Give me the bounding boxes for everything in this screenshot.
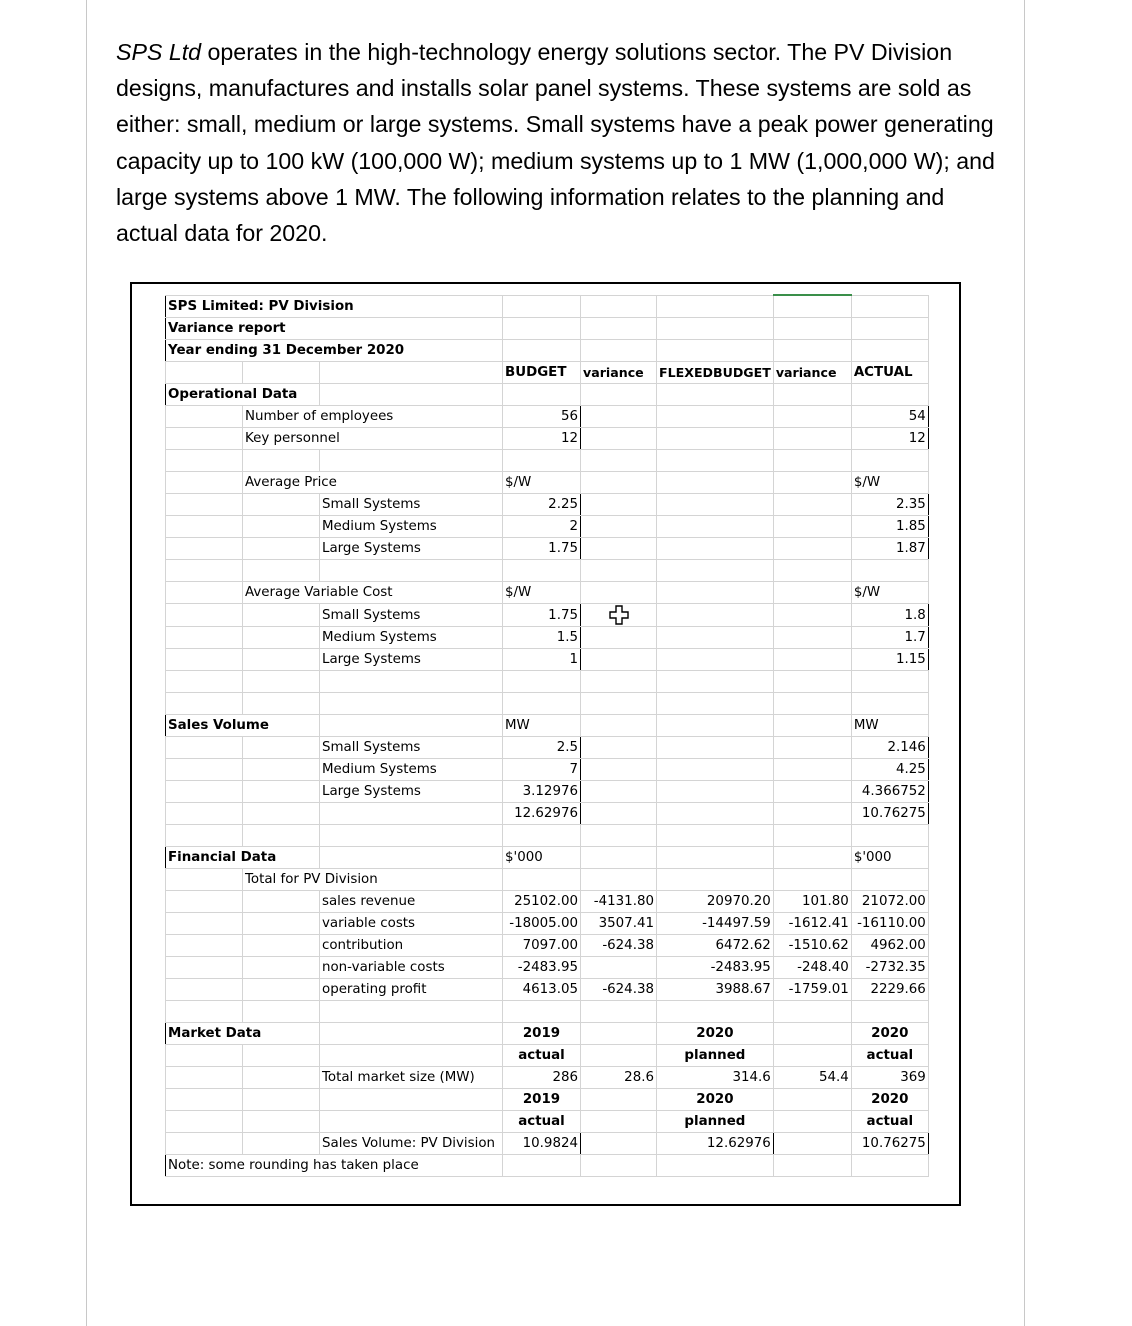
intro-text: operates in the high-technology energy solutions sector. The PV Division designs, manufactures and installs solar panel systems. These systems are sold as either: small, medium or large systems. Small systems have a peak power generating capacity up to 100 kW (100,000 W); medium systems up to 1 MW (1,000,000 W); and large systems above 1 MW. The following information relates to the planning and actual data for 2020. — [116, 39, 995, 247]
row-label: Average Variable Cost — [243, 582, 503, 604]
period-label: planned — [657, 1045, 774, 1067]
unit-label: $'000 — [851, 847, 928, 869]
period-label: actual — [851, 1045, 928, 1067]
cell-value: -2732.35 — [851, 957, 928, 979]
row-label: Medium Systems — [320, 759, 503, 781]
cell-value: 1.75 — [503, 604, 581, 627]
year-label: 2019 — [503, 1023, 581, 1045]
cell-value: -4131.80 — [581, 891, 657, 913]
table-row — [166, 1001, 929, 1023]
cell-value: 1.87 — [851, 538, 928, 560]
cell-value: 56 — [503, 406, 581, 428]
year-label: 2019 — [503, 1089, 581, 1111]
row-label: Medium Systems — [320, 627, 503, 649]
cell-value: 369 — [851, 1067, 928, 1089]
variance-report-table — [165, 294, 929, 1177]
period-label: actual — [851, 1111, 928, 1133]
row-label: Small Systems — [320, 494, 503, 516]
table-row — [166, 847, 929, 869]
cell-value: -624.38 — [581, 979, 657, 1001]
table-row — [166, 715, 929, 737]
cell-value: 4.25 — [851, 759, 928, 781]
cell-value: 1 — [503, 649, 581, 671]
cell-value: -1759.01 — [773, 979, 851, 1001]
cell-value: 12.62976 — [657, 1133, 774, 1155]
col-header-variance: variance — [581, 362, 657, 384]
cell-value: 12 — [503, 428, 581, 450]
table-row — [166, 406, 929, 428]
cell-value: 1.7 — [851, 627, 928, 649]
year-label: 2020 — [657, 1089, 774, 1111]
cell-value: 12 — [851, 428, 928, 450]
cell-value: 3507.41 — [581, 913, 657, 935]
table-row — [166, 781, 929, 803]
unit-label: MW — [503, 715, 581, 737]
cell-value: -1612.41 — [773, 913, 851, 935]
row-label: Key personnel — [243, 428, 503, 450]
table-row — [166, 627, 929, 649]
row-label: Small Systems — [320, 737, 503, 759]
row-label: Small Systems — [320, 604, 503, 627]
table-row — [166, 825, 929, 847]
cell-value: 7097.00 — [503, 935, 581, 957]
cell-value: -1510.62 — [773, 935, 851, 957]
table-row — [166, 693, 929, 715]
cell-value: 4.366752 — [851, 781, 928, 803]
row-label: Average Price — [243, 472, 503, 494]
cell-value: -14497.59 — [657, 913, 774, 935]
table-row — [166, 979, 929, 1001]
table-row — [166, 582, 929, 604]
section-heading: Market Data — [166, 1023, 320, 1045]
unit-label: $'000 — [503, 847, 581, 869]
table-row — [166, 737, 929, 759]
table-row — [166, 803, 929, 825]
table-row — [166, 604, 929, 627]
page-edge-left — [86, 0, 87, 1326]
table-row — [166, 671, 929, 693]
cell-value: 25102.00 — [503, 891, 581, 913]
table-row — [166, 891, 929, 913]
cell-value: 101.80 — [773, 891, 851, 913]
table-row — [166, 560, 929, 582]
table-row — [166, 318, 929, 340]
row-label: contribution — [320, 935, 503, 957]
cell-value: 1.8 — [851, 604, 928, 627]
cell-value: -2483.95 — [503, 957, 581, 979]
table-row — [166, 913, 929, 935]
period-label: actual — [503, 1111, 581, 1133]
report-title: SPS Limited: PV Division — [166, 295, 503, 318]
cell-value: 286 — [503, 1067, 581, 1089]
cell-value: 1.15 — [851, 649, 928, 671]
row-label: Medium Systems — [320, 516, 503, 538]
cell-value: 2 — [503, 516, 581, 538]
cell-value: 2.5 — [503, 737, 581, 759]
cell-value — [581, 957, 657, 979]
cell-value-total: 10.76275 — [851, 803, 928, 825]
table-row — [166, 450, 929, 472]
section-heading: Financial Data — [166, 847, 320, 869]
col-header-actual: ACTUAL — [851, 362, 928, 384]
cell-cursor — [581, 604, 657, 627]
cell-value: 2.25 — [503, 494, 581, 516]
unit-label: $/W — [851, 472, 928, 494]
row-label: Large Systems — [320, 781, 503, 803]
table-row — [166, 1089, 929, 1111]
cell-value: 4962.00 — [851, 935, 928, 957]
cell-value: 20970.20 — [657, 891, 774, 913]
row-label: sales revenue — [320, 891, 503, 913]
year-label: 2020 — [657, 1023, 774, 1045]
year-label: 2020 — [851, 1089, 928, 1111]
table-row — [166, 869, 929, 891]
column-header-row — [166, 362, 929, 384]
row-label: Number of employees — [243, 406, 503, 428]
table-row — [166, 1045, 929, 1067]
cell-value: 1.5 — [503, 627, 581, 649]
table-row — [166, 1133, 929, 1155]
table-row — [166, 494, 929, 516]
row-label: Large Systems — [320, 538, 503, 560]
cell-value: 54.4 — [773, 1067, 851, 1089]
cell-value: -624.38 — [581, 935, 657, 957]
table-row — [166, 759, 929, 781]
unit-label: MW — [851, 715, 928, 737]
cell-value: 28.6 — [581, 1067, 657, 1089]
row-label: non-variable costs — [320, 957, 503, 979]
col-header-variance: variance — [773, 362, 851, 384]
cell-value: -16110.00 — [851, 913, 928, 935]
cell-value: -248.40 — [773, 957, 851, 979]
cell-value: 2.35 — [851, 494, 928, 516]
cell-value: 314.6 — [657, 1067, 774, 1089]
cell-value: 7 — [503, 759, 581, 781]
cell-value: 4613.05 — [503, 979, 581, 1001]
row-label: Large Systems — [320, 649, 503, 671]
section-heading: Operational Data — [166, 384, 320, 406]
table-row — [166, 1067, 929, 1089]
cell-value: 6472.62 — [657, 935, 774, 957]
cell-value: -2483.95 — [657, 957, 774, 979]
intro-paragraph — [116, 34, 1006, 251]
company-name: SPS Ltd — [116, 39, 202, 65]
col-header-flexed-budget: FLEXEDBUDGET — [657, 362, 774, 384]
unit-label: $/W — [851, 582, 928, 604]
period-label: actual — [503, 1045, 581, 1067]
table-row — [166, 1111, 929, 1133]
period-label: planned — [657, 1111, 774, 1133]
cell-value: 10.9824 — [503, 1133, 581, 1155]
cell-value: 3.12976 — [503, 781, 581, 803]
row-label: operating profit — [320, 979, 503, 1001]
table-row — [166, 428, 929, 450]
row-label: Sales Volume: PV Division — [320, 1133, 503, 1155]
unit-label: $/W — [503, 472, 581, 494]
cell-value: 10.76275 — [851, 1133, 928, 1155]
row-label: Total market size (MW) — [320, 1067, 503, 1089]
table-row — [166, 384, 929, 406]
row-label: variable costs — [320, 913, 503, 935]
cell-value: 3988.67 — [657, 979, 774, 1001]
report-period: Year ending 31 December 2020 — [166, 340, 503, 362]
cell-value: 21072.00 — [851, 891, 928, 913]
report-subtitle: Variance report — [166, 318, 503, 340]
cell-value: 1.75 — [503, 538, 581, 560]
unit-label: $/W — [503, 582, 581, 604]
col-header-budget: BUDGET — [503, 362, 581, 384]
table-row — [166, 295, 929, 318]
row-label: Total for PV Division — [243, 869, 503, 891]
table-row — [166, 649, 929, 671]
year-label: 2020 — [851, 1023, 928, 1045]
cell-value: 1.85 — [851, 516, 928, 538]
cell-value: 2229.66 — [851, 979, 928, 1001]
footnote: Note: some rounding has taken place — [166, 1155, 503, 1177]
table-row — [166, 957, 929, 979]
table-row — [166, 935, 929, 957]
cell-value-total: 12.62976 — [503, 803, 581, 825]
cell-select-cursor-icon — [608, 604, 630, 626]
table-row — [166, 1023, 929, 1045]
table-row — [166, 538, 929, 560]
cell-value: -18005.00 — [503, 913, 581, 935]
table-row — [166, 472, 929, 494]
table-row — [166, 1155, 929, 1177]
cell-value: 2.146 — [851, 737, 928, 759]
table-row — [166, 340, 929, 362]
cell-value: 54 — [851, 406, 928, 428]
table-row — [166, 516, 929, 538]
section-heading: Sales Volume — [166, 715, 320, 737]
page-edge-right — [1024, 0, 1025, 1326]
